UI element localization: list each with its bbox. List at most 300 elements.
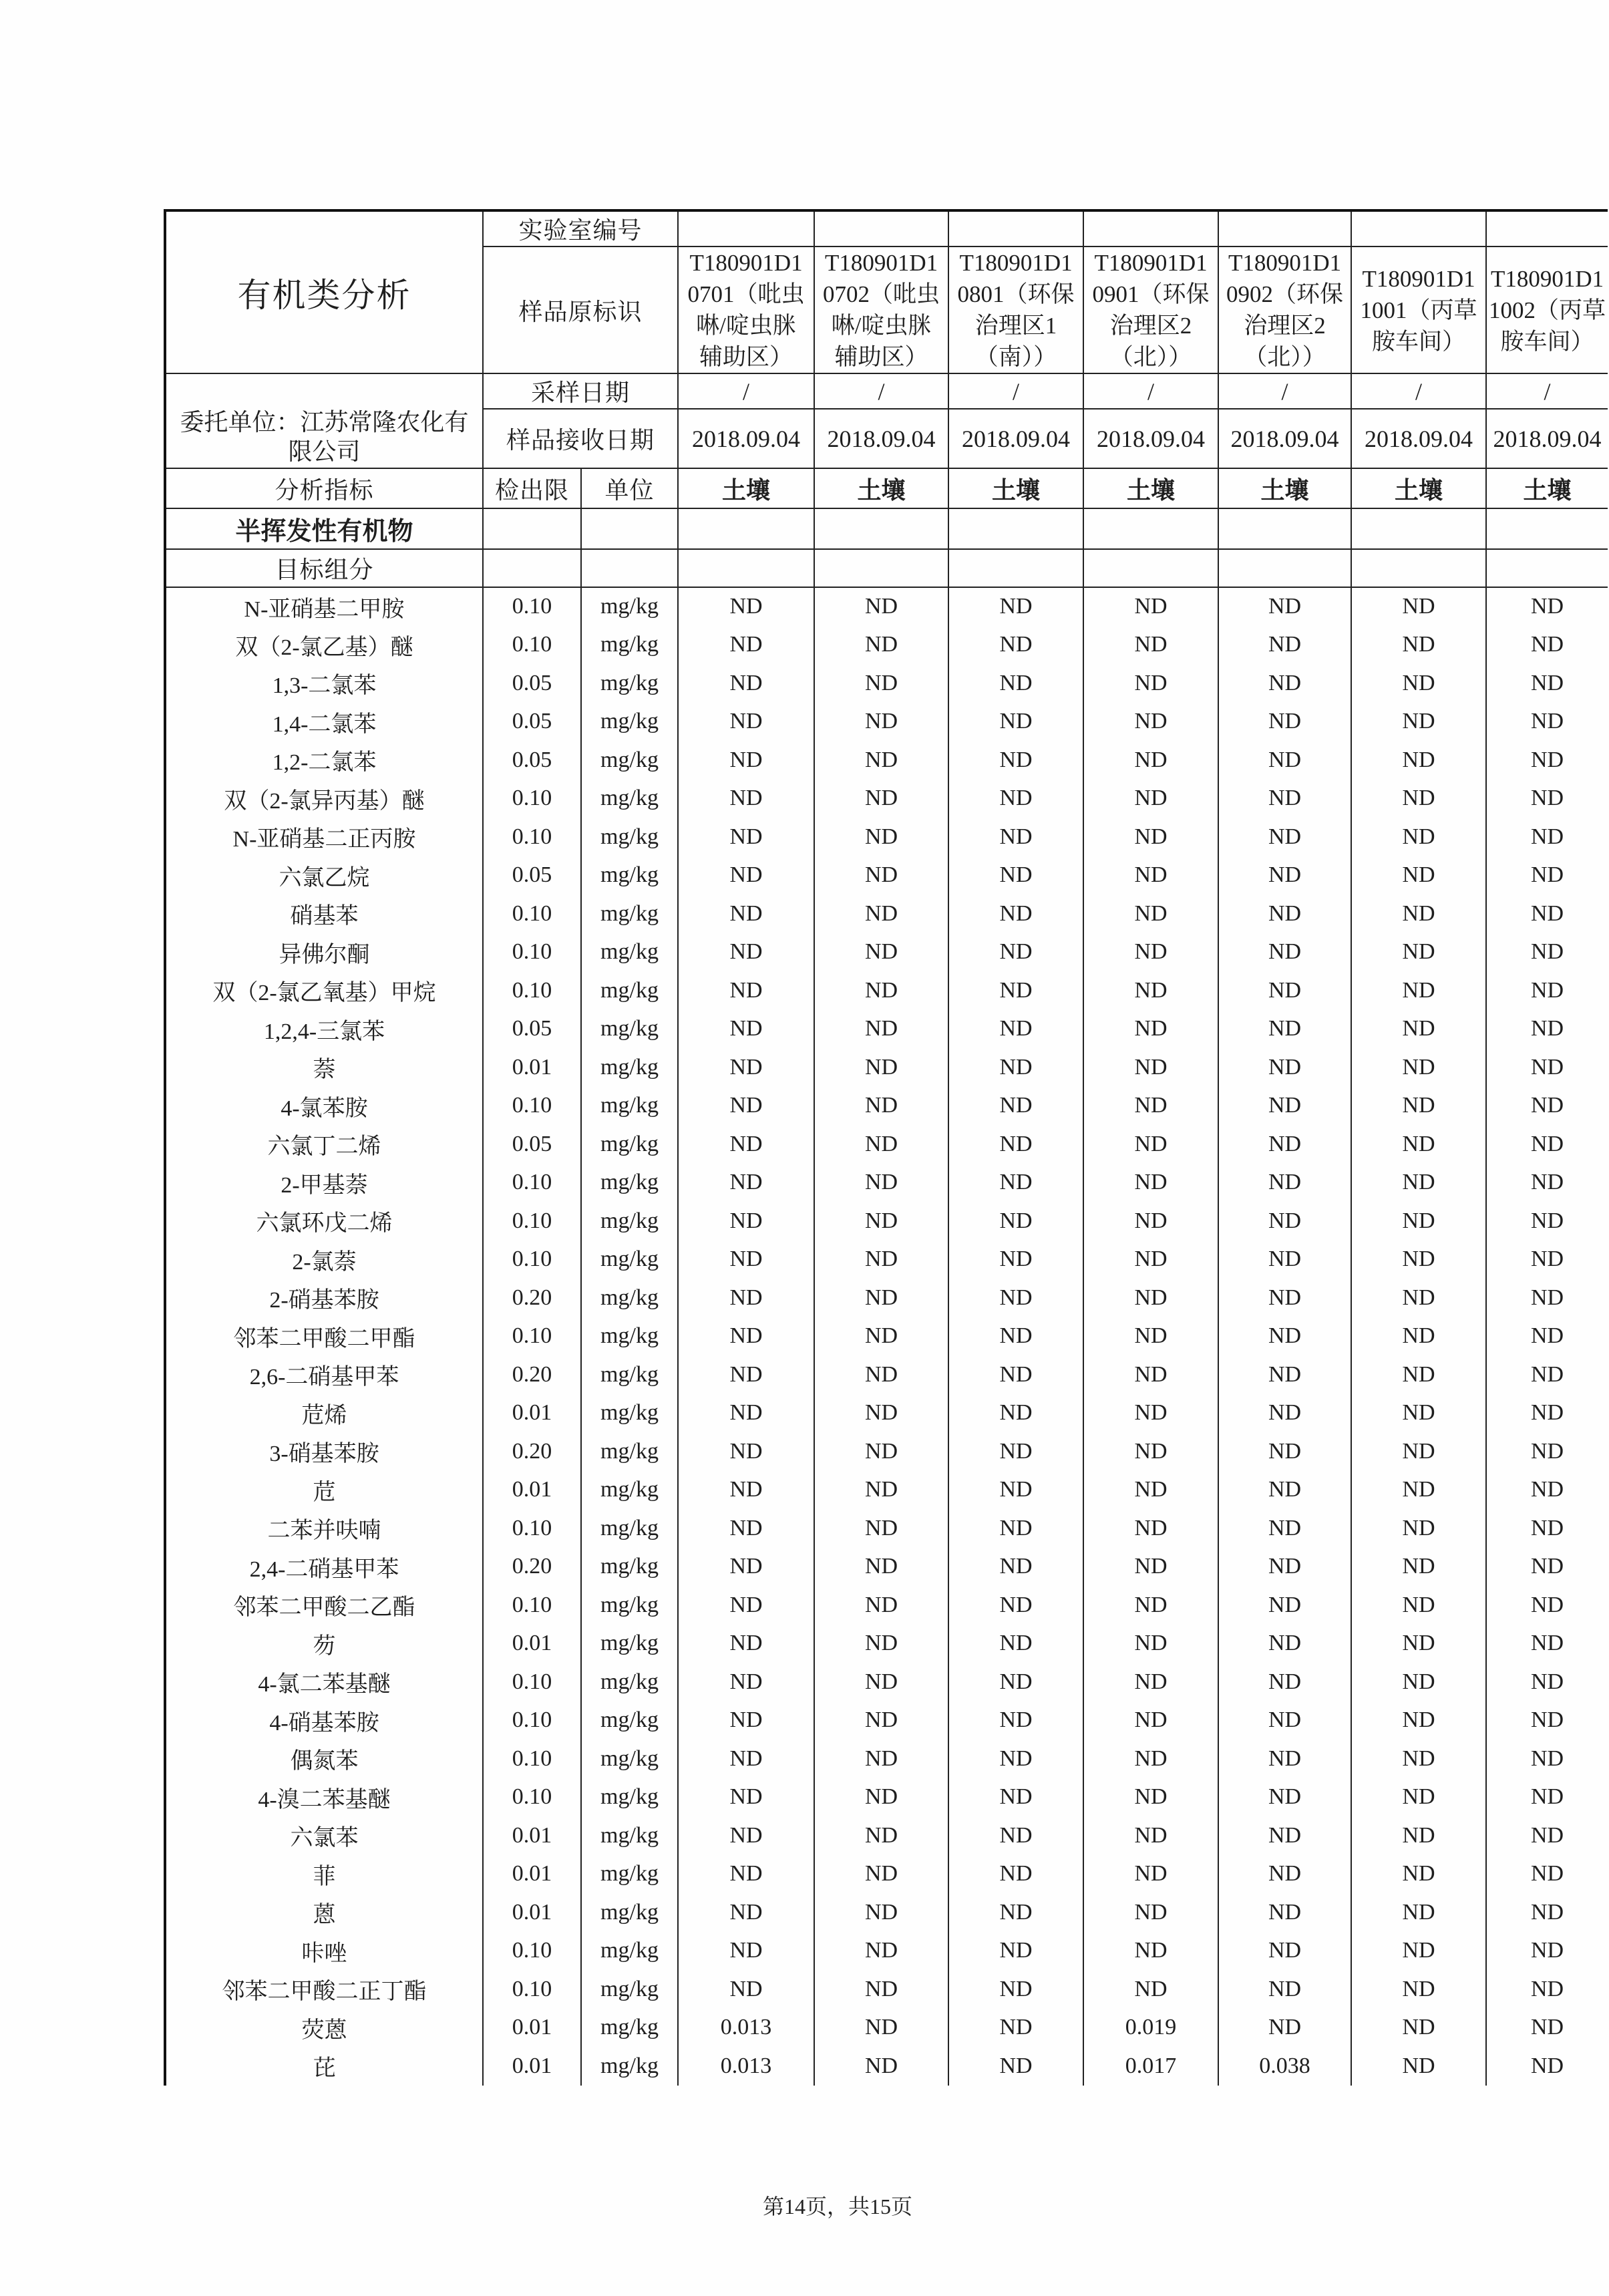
section-title: 半挥发性有机物: [165, 508, 483, 549]
sampling-date-cell: /: [678, 373, 814, 409]
result-value: ND: [1218, 2009, 1351, 2047]
result-value: ND: [1083, 741, 1218, 780]
result-value: ND: [948, 856, 1083, 895]
result-value: ND: [678, 971, 814, 1010]
result-value: ND: [1083, 1893, 1218, 1932]
indicator-label: 分析指标: [165, 468, 483, 508]
result-value: ND: [814, 2009, 948, 2047]
result-value: ND: [1486, 818, 1608, 856]
result-value: ND: [1351, 1548, 1486, 1587]
table-row: [165, 703, 1608, 742]
result-value: ND: [1083, 1932, 1218, 1971]
unit: mg/kg: [581, 626, 678, 665]
result-value: ND: [1218, 626, 1351, 665]
result-value: ND: [1351, 1816, 1486, 1855]
lab-id-row: [165, 210, 1608, 247]
result-value: ND: [678, 1663, 814, 1701]
result-value: ND: [1218, 1893, 1351, 1932]
analyte-name: 2-甲基萘: [165, 1164, 483, 1202]
unit: mg/kg: [581, 1279, 678, 1317]
table-row: [165, 1087, 1608, 1126]
result-value: ND: [1218, 1932, 1351, 1971]
result-value: ND: [814, 1202, 948, 1241]
detection-limit: 0.10: [483, 626, 581, 665]
analyte-name: 六氯丁二烯: [165, 1125, 483, 1164]
result-value: ND: [1486, 1778, 1608, 1817]
result-value: ND: [948, 971, 1083, 1010]
result-value: ND: [678, 1087, 814, 1126]
result-value: ND: [1351, 818, 1486, 856]
sampling-date-row: [165, 373, 1608, 409]
result-value: ND: [1486, 1509, 1608, 1548]
result-value: ND: [1351, 741, 1486, 780]
result-value: ND: [1486, 1893, 1608, 1932]
result-value: ND: [1083, 1202, 1218, 1241]
result-value: ND: [1218, 664, 1351, 703]
result-value: ND: [1083, 1509, 1218, 1548]
client-name: 委托单位：江苏常隆农化有限公司: [165, 373, 483, 468]
result-value: ND: [1351, 1509, 1486, 1548]
detection-limit: 0.10: [483, 818, 581, 856]
analyte-name: 咔唑: [165, 1932, 483, 1971]
unit: mg/kg: [581, 741, 678, 780]
result-value: ND: [948, 1394, 1083, 1433]
result-value: ND: [814, 1279, 948, 1317]
result-value: ND: [948, 1241, 1083, 1279]
result-value: ND: [1218, 1317, 1351, 1356]
result-value: ND: [1486, 703, 1608, 742]
result-value: ND: [814, 856, 948, 895]
unit: mg/kg: [581, 1241, 678, 1279]
result-value: ND: [678, 1509, 814, 1548]
indicator-row: [165, 468, 1608, 508]
unit: mg/kg: [581, 1048, 678, 1087]
table-row: [165, 741, 1608, 780]
result-value: ND: [1486, 1701, 1608, 1740]
result-value: ND: [1083, 1432, 1218, 1471]
table-row: [165, 1663, 1608, 1701]
analyte-name: 二苯并呋喃: [165, 1509, 483, 1548]
subsection-empty-cell: [1486, 549, 1608, 587]
matrix-cell: 土壤: [1083, 468, 1218, 508]
matrix-cell: 土壤: [1351, 468, 1486, 508]
result-value: ND: [814, 1355, 948, 1394]
table-row: [165, 1778, 1608, 1817]
unit: mg/kg: [581, 818, 678, 856]
result-value: ND: [1218, 1202, 1351, 1241]
result-value: ND: [678, 818, 814, 856]
result-value: ND: [1218, 856, 1351, 895]
detection-limit: 0.10: [483, 971, 581, 1010]
section-empty-cell: [1218, 508, 1351, 549]
result-value: ND: [948, 1548, 1083, 1587]
result-value: ND: [948, 818, 1083, 856]
result-value: ND: [814, 780, 948, 818]
sample-id-cell: [1218, 247, 1351, 373]
result-value: ND: [678, 780, 814, 818]
result-value: ND: [814, 1740, 948, 1778]
receipt-date-cell: 2018.09.04: [1218, 409, 1351, 468]
result-value: ND: [1083, 1816, 1218, 1855]
result-value: ND: [1083, 1355, 1218, 1394]
table-row: [165, 1932, 1608, 1971]
detection-limit: 0.10: [483, 1970, 581, 2009]
detection-limit: 0.20: [483, 1548, 581, 1587]
result-value: ND: [1486, 1432, 1608, 1471]
result-value: ND: [948, 1087, 1083, 1126]
result-value: ND: [948, 2047, 1083, 2086]
result-value: ND: [1351, 971, 1486, 1010]
result-value: ND: [814, 1625, 948, 1663]
analyte-name: 1,2,4-三氯苯: [165, 1010, 483, 1049]
result-value: ND: [814, 1778, 948, 1817]
analyte-name: 双（2-氯乙基）醚: [165, 626, 483, 665]
result-value: ND: [678, 1625, 814, 1663]
section-empty-cell: [948, 508, 1083, 549]
result-value: ND: [678, 1202, 814, 1241]
result-value: ND: [1083, 703, 1218, 742]
limit-label: 检出限: [483, 468, 581, 508]
result-value: ND: [814, 1394, 948, 1433]
table-row: [165, 1202, 1608, 1241]
detection-limit: 0.10: [483, 1317, 581, 1356]
result-value: ND: [948, 1471, 1083, 1510]
analyte-name: 偶氮苯: [165, 1740, 483, 1778]
result-value: ND: [1351, 894, 1486, 933]
unit: mg/kg: [581, 1394, 678, 1433]
result-value: ND: [948, 1932, 1083, 1971]
analyte-name: 2-硝基苯胺: [165, 1279, 483, 1317]
unit: mg/kg: [581, 1432, 678, 1471]
result-value: ND: [1083, 1855, 1218, 1894]
lab-id-cell: [1083, 210, 1218, 247]
result-value: ND: [678, 626, 814, 665]
result-value: ND: [1083, 664, 1218, 703]
sample-id-cell: [1486, 247, 1608, 373]
result-value: ND: [1486, 1087, 1608, 1126]
result-value: ND: [678, 1125, 814, 1164]
lab-id-cell: [948, 210, 1083, 247]
table-row: [165, 1317, 1608, 1356]
result-value: ND: [814, 1164, 948, 1202]
detection-limit: 0.01: [483, 2009, 581, 2047]
result-value: ND: [1486, 2047, 1608, 2086]
result-value: ND: [948, 1625, 1083, 1663]
result-value: ND: [1486, 1970, 1608, 2009]
unit: mg/kg: [581, 894, 678, 933]
result-value: ND: [1351, 856, 1486, 895]
result-value: ND: [1486, 971, 1608, 1010]
result-value: ND: [948, 1970, 1083, 2009]
detection-limit: 0.01: [483, 1816, 581, 1855]
result-value: ND: [948, 664, 1083, 703]
analyte-name: 双（2-氯异丙基）醚: [165, 780, 483, 818]
unit: mg/kg: [581, 664, 678, 703]
subsection-empty-cell: [948, 549, 1083, 587]
result-value: ND: [1083, 1740, 1218, 1778]
result-value: 0.013: [678, 2047, 814, 2086]
analyte-name: 4-氯苯胺: [165, 1087, 483, 1126]
result-value: ND: [948, 1010, 1083, 1049]
sample-id-line: 啉/啶虫脒: [696, 313, 796, 339]
result-value: ND: [948, 933, 1083, 972]
subsection-row: [165, 549, 1608, 587]
result-value: ND: [678, 1893, 814, 1932]
unit: mg/kg: [581, 1740, 678, 1778]
result-value: ND: [814, 1855, 948, 1894]
result-value: ND: [1083, 780, 1218, 818]
table-row: [165, 1048, 1608, 1087]
result-value: ND: [1351, 1048, 1486, 1087]
result-value: ND: [1486, 626, 1608, 665]
result-value: ND: [1218, 1816, 1351, 1855]
unit: mg/kg: [581, 1164, 678, 1202]
result-value: ND: [814, 703, 948, 742]
result-value: ND: [1218, 1241, 1351, 1279]
sample-id-line: 0901（环保: [1092, 281, 1210, 307]
analyte-name: 4-硝基苯胺: [165, 1701, 483, 1740]
result-value: ND: [1351, 1740, 1486, 1778]
result-value: ND: [1218, 780, 1351, 818]
result-value: ND: [1486, 933, 1608, 972]
sample-id-cell: [814, 247, 948, 373]
detection-limit: 0.05: [483, 703, 581, 742]
result-value: ND: [948, 1663, 1083, 1701]
detection-limit: 0.01: [483, 1048, 581, 1087]
table-row: [165, 2009, 1608, 2047]
result-value: ND: [1351, 2047, 1486, 2086]
matrix-cell: 土壤: [1486, 468, 1608, 508]
lab-id-cell: [678, 210, 814, 247]
result-value: ND: [1083, 1010, 1218, 1049]
result-value: ND: [1486, 1548, 1608, 1587]
unit: mg/kg: [581, 2009, 678, 2047]
analyte-name: 2,4-二硝基甲苯: [165, 1548, 483, 1587]
result-value: ND: [948, 1202, 1083, 1241]
result-value: 0.013: [678, 2009, 814, 2047]
result-value: ND: [678, 664, 814, 703]
sample-id-line: T180901D1: [1094, 250, 1208, 276]
lab-id-cell: [1218, 210, 1351, 247]
analyte-name: N-亚硝基二正丙胺: [165, 818, 483, 856]
result-value: ND: [948, 894, 1083, 933]
result-value: ND: [948, 1164, 1083, 1202]
analyte-name: 六氯苯: [165, 1816, 483, 1855]
unit-label: 单位: [581, 468, 678, 508]
detection-limit: 0.10: [483, 1509, 581, 1548]
result-value: ND: [678, 894, 814, 933]
result-value: ND: [1486, 1010, 1608, 1049]
result-value: ND: [948, 1740, 1083, 1778]
result-value: ND: [1486, 587, 1608, 626]
result-value: ND: [678, 1048, 814, 1087]
analyte-name: 2,6-二硝基甲苯: [165, 1355, 483, 1394]
result-value: ND: [1218, 1125, 1351, 1164]
result-value: ND: [1218, 741, 1351, 780]
result-value: ND: [1351, 1855, 1486, 1894]
result-value: ND: [678, 1932, 814, 1971]
result-value: ND: [814, 971, 948, 1010]
receipt-date-label: 样品接收日期: [483, 409, 678, 468]
result-value: ND: [1218, 1394, 1351, 1433]
detection-limit: 0.10: [483, 1778, 581, 1817]
matrix-cell: 土壤: [814, 468, 948, 508]
result-value: ND: [814, 1663, 948, 1701]
result-value: ND: [814, 1125, 948, 1164]
sample-id-line: 胺车间）: [1500, 328, 1594, 355]
result-value: ND: [1486, 1394, 1608, 1433]
table-row: [165, 933, 1608, 972]
result-value: ND: [678, 1471, 814, 1510]
result-value: ND: [1351, 1970, 1486, 2009]
result-value: ND: [678, 1740, 814, 1778]
sample-id-line: 1001（丙草: [1360, 297, 1477, 323]
analyte-name: 萘: [165, 1048, 483, 1087]
result-value: ND: [1218, 1778, 1351, 1817]
result-value: ND: [948, 1509, 1083, 1548]
table-row: [165, 1471, 1608, 1510]
result-value: ND: [1351, 933, 1486, 972]
result-value: ND: [948, 1125, 1083, 1164]
result-value: ND: [1083, 1317, 1218, 1356]
result-value: ND: [1486, 1241, 1608, 1279]
analyte-name: 硝基苯: [165, 894, 483, 933]
result-value: ND: [814, 1432, 948, 1471]
result-value: ND: [1486, 1164, 1608, 1202]
result-value: ND: [1218, 933, 1351, 972]
result-value: ND: [1083, 856, 1218, 895]
result-value: ND: [1083, 1970, 1218, 2009]
sample-id-cell: [1083, 247, 1218, 373]
table-row: [165, 780, 1608, 818]
result-value: ND: [814, 894, 948, 933]
unit: mg/kg: [581, 1663, 678, 1701]
section-row: [165, 508, 1608, 549]
sampling-date-cell: /: [1486, 373, 1608, 409]
sample-id-cell: [948, 247, 1083, 373]
result-value: ND: [678, 1394, 814, 1433]
unit: mg/kg: [581, 2047, 678, 2086]
detection-limit: 0.10: [483, 780, 581, 818]
result-value: ND: [1351, 703, 1486, 742]
result-value: ND: [948, 703, 1083, 742]
result-value: ND: [1218, 971, 1351, 1010]
analyte-name: 3-硝基苯胺: [165, 1432, 483, 1471]
analyte-name: 4-氯二苯基醚: [165, 1663, 483, 1701]
result-value: ND: [1486, 856, 1608, 895]
detection-limit: 0.20: [483, 1279, 581, 1317]
table-header: [165, 210, 1608, 587]
table-row: [165, 587, 1608, 626]
table-row: [165, 856, 1608, 895]
detection-limit: 0.10: [483, 1202, 581, 1241]
sample-id-line: （北））: [1109, 344, 1192, 370]
sample-id-cell: [1351, 247, 1486, 373]
detection-limit: 0.01: [483, 1855, 581, 1894]
results-body: [165, 587, 1608, 2086]
detection-limit: 0.05: [483, 664, 581, 703]
table-row: [165, 1355, 1608, 1394]
result-value: ND: [1486, 1048, 1608, 1087]
unit: mg/kg: [581, 1509, 678, 1548]
sample-id-line: 0701（吡虫: [687, 281, 805, 307]
table-row: [165, 1855, 1608, 1894]
detection-limit: 0.10: [483, 1164, 581, 1202]
receipt-date-cell: 2018.09.04: [814, 409, 948, 468]
table-row: [165, 971, 1608, 1010]
detection-limit: 0.10: [483, 894, 581, 933]
result-value: ND: [1218, 1586, 1351, 1625]
result-value: ND: [814, 1010, 948, 1049]
result-value: ND: [1218, 1432, 1351, 1471]
result-value: ND: [814, 587, 948, 626]
detection-limit: 0.01: [483, 1625, 581, 1663]
table-title: 有机类分析: [165, 210, 483, 373]
unit: mg/kg: [581, 1778, 678, 1817]
subsection-empty-cell: [814, 549, 948, 587]
result-value: ND: [1351, 1778, 1486, 1817]
table-row: [165, 818, 1608, 856]
result-value: ND: [1486, 1740, 1608, 1778]
result-value: ND: [1351, 1625, 1486, 1663]
receipt-date-cell: 2018.09.04: [1486, 409, 1608, 468]
result-value: ND: [1351, 1241, 1486, 1279]
unit: mg/kg: [581, 1586, 678, 1625]
detection-limit: 0.01: [483, 1394, 581, 1433]
subsection-empty-cell: [1218, 549, 1351, 587]
unit: mg/kg: [581, 1087, 678, 1126]
analyte-name: 2-氯萘: [165, 1241, 483, 1279]
result-value: ND: [814, 1241, 948, 1279]
result-value: ND: [1218, 1355, 1351, 1394]
sample-id-line: 啉/啶虫脒: [831, 313, 932, 339]
result-value: ND: [1486, 1816, 1608, 1855]
sample-id-line: 0702（吡虫: [823, 281, 940, 307]
result-value: ND: [948, 1855, 1083, 1894]
sample-id-line: 治理区2: [1109, 313, 1192, 339]
analyte-name: 六氯乙烷: [165, 856, 483, 895]
unit: mg/kg: [581, 1548, 678, 1587]
result-value: ND: [678, 933, 814, 972]
table-row: [165, 1586, 1608, 1625]
result-value: ND: [1083, 1241, 1218, 1279]
lab-id-label: 实验室编号: [483, 210, 678, 247]
result-value: ND: [1351, 1010, 1486, 1049]
detection-limit: 0.20: [483, 1355, 581, 1394]
analyte-name: 双（2-氯乙氧基）甲烷: [165, 971, 483, 1010]
analyte-name: 邻苯二甲酸二乙酯: [165, 1586, 483, 1625]
result-value: ND: [1218, 1010, 1351, 1049]
result-value: ND: [678, 703, 814, 742]
subsection-title: 目标组分: [165, 549, 483, 587]
analyte-name: 苊: [165, 1471, 483, 1510]
result-value: ND: [948, 1816, 1083, 1855]
result-value: ND: [678, 856, 814, 895]
analyte-name: 蒽: [165, 1893, 483, 1932]
table-row: [165, 894, 1608, 933]
result-value: ND: [678, 1816, 814, 1855]
sample-id-line: 辅助区）: [834, 344, 928, 370]
result-value: ND: [948, 780, 1083, 818]
result-value: ND: [814, 1317, 948, 1356]
result-value: ND: [1351, 1663, 1486, 1701]
result-value: ND: [1218, 1970, 1351, 2009]
sample-id-line: 辅助区）: [699, 344, 793, 370]
result-value: ND: [1351, 780, 1486, 818]
result-value: ND: [1218, 1164, 1351, 1202]
table-row: [165, 1816, 1608, 1855]
unit: mg/kg: [581, 1893, 678, 1932]
